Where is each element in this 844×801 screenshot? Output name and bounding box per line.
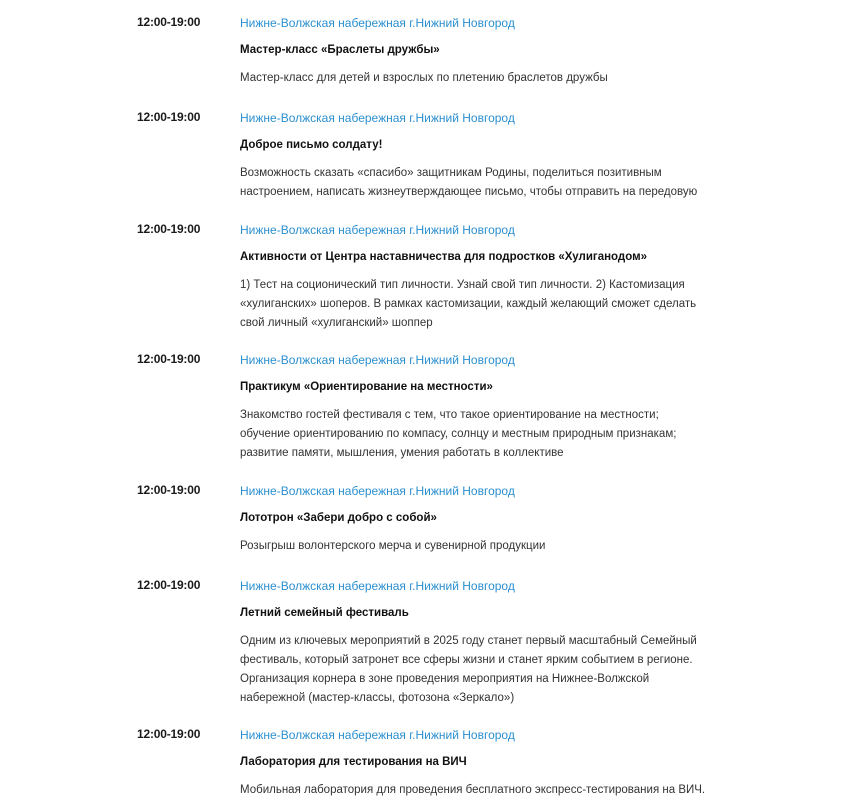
event-title: Практикум «Ориентирование на местности» xyxy=(240,381,493,393)
event-description-line: фестиваль, который затронет все сферы жизни и станет ярким событием в регионе. xyxy=(240,654,693,666)
event-location-link[interactable]: Нижне-Волжская набережная г.Нижний Новгород xyxy=(240,111,515,125)
event-title: Активности от Центра наставничества для подростков «Хулиганодом» xyxy=(240,251,648,263)
event-title: Летний семейный фестиваль xyxy=(240,607,409,619)
event-description-line: Знакомство гостей фестиваля с тем, что такое ориентирование на местности; xyxy=(240,409,659,421)
event-title: Лототрон «Забери добро с собой» xyxy=(240,512,437,524)
event-description xyxy=(240,69,710,88)
event-description-line: Возможность сказать «спасибо» защитникам Родины, поделиться позитивным xyxy=(240,167,662,179)
event-description-line: обучение ориентированию по компасу, солнцу и местным природным признакам; xyxy=(240,428,677,440)
event-title: Мастер-класс «Браслеты дружбы» xyxy=(240,44,440,56)
event-description xyxy=(240,164,710,202)
event-description xyxy=(240,276,710,333)
event-time: 12:00-19:00 xyxy=(137,483,201,497)
event-description xyxy=(240,537,710,556)
event-description-line: Организация корнера в зоне проведения мероприятия на Нижнее-Волжской xyxy=(240,673,650,685)
event-description xyxy=(240,406,710,463)
event-location-link[interactable]: Нижне-Волжская набережная г.Нижний Новгород xyxy=(240,484,515,498)
event-description-line: свой личный «хулиганский» шоппер xyxy=(240,317,433,329)
event-time: 12:00-19:00 xyxy=(137,352,201,366)
event-time: 12:00-19:00 xyxy=(137,110,201,124)
event-description-line: «хулиганских» шоперов. В рамках кастомизации, каждый желающий сможет сделать xyxy=(240,298,697,310)
event-time: 12:00-19:00 xyxy=(137,15,201,29)
event-description-line: Розыгрыш волонтерского мерча и сувенирной продукции xyxy=(240,540,546,552)
event-title: Доброе письмо солдату! xyxy=(240,139,383,151)
event-description-line: настроением, написать жизнеутверждающее письмо, чтобы отправить на передовую xyxy=(240,186,698,198)
event-location-link[interactable]: Нижне-Волжская набережная г.Нижний Новгород xyxy=(240,353,515,367)
event-location-link[interactable]: Нижне-Волжская набережная г.Нижний Новгород xyxy=(240,728,515,742)
event-description-line: Мастер-класс для детей и взрослых по плетению браслетов дружбы xyxy=(240,72,608,84)
event-time: 12:00-19:00 xyxy=(137,578,201,592)
event-location-link[interactable]: Нижне-Волжская набережная г.Нижний Новгород xyxy=(240,579,515,593)
event-description-line: развитие памяти, мышления, умения работать в коллективе xyxy=(240,447,564,459)
event-location-link[interactable]: Нижне-Волжская набережная г.Нижний Новгород xyxy=(240,16,515,30)
event-description xyxy=(240,632,710,708)
event-description xyxy=(240,781,710,800)
event-location-link[interactable]: Нижне-Волжская набережная г.Нижний Новгород xyxy=(240,223,515,237)
event-title: Лаборатория для тестирования на ВИЧ xyxy=(240,756,467,768)
event-description-line: набережной (мастер-классы, фотозона «Зеркало») xyxy=(240,692,515,704)
event-description-line: Одним из ключевых мероприятий в 2025 году станет первый масштабный Семейный xyxy=(240,635,697,647)
event-time: 12:00-19:00 xyxy=(137,222,201,236)
event-time: 12:00-19:00 xyxy=(137,727,201,741)
event-description-line: 1) Тест на соционический тип личности. Узнай свой тип личности. 2) Кастомизация xyxy=(240,279,685,291)
event-description-line: Мобильная лаборатория для проведения бесплатного экспресс-тестирования на ВИЧ. xyxy=(240,784,706,796)
